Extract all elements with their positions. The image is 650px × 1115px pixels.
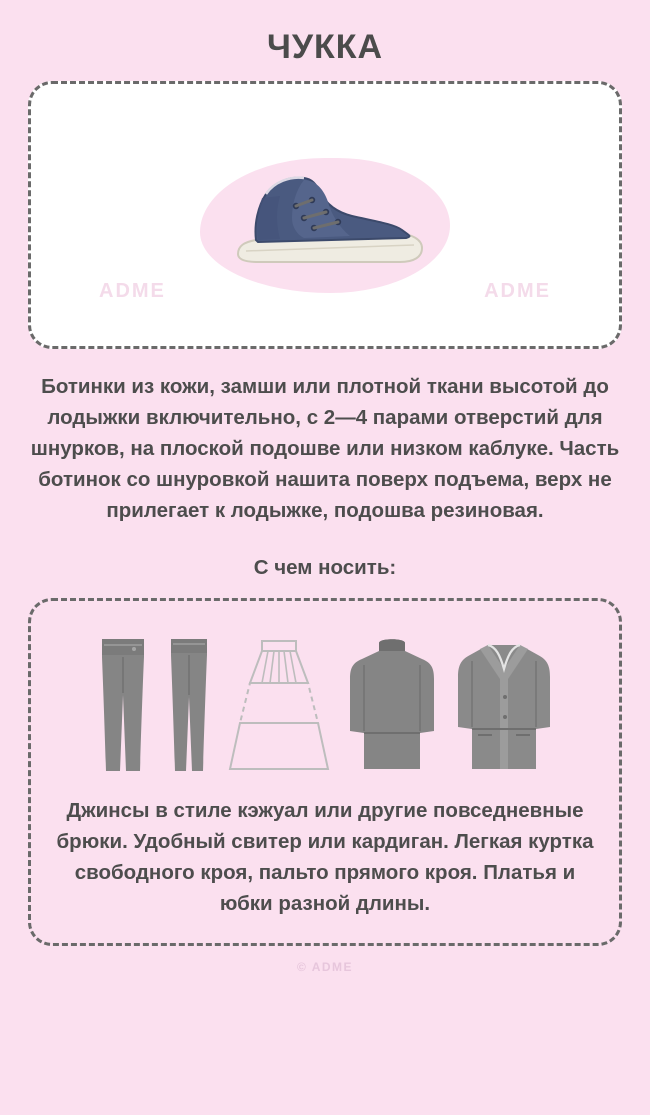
skirt-icon (226, 635, 332, 775)
chukka-boot-icon (31, 84, 619, 346)
sweater-icon (346, 635, 438, 775)
watermark-left: ADME (99, 280, 166, 302)
page-title: ЧУККА (266, 28, 384, 66)
hero-card (28, 81, 622, 349)
jacket-icon (452, 635, 556, 775)
footer-watermark: © ADME (296, 960, 354, 974)
clothing-icon-row (49, 625, 601, 775)
pairing-subheading: С чем носить: (253, 556, 397, 579)
pairing-text: Джинсы в стиле кэжуал или другие повседневные брюки. Удобный свитер или кардиган. Легкая куртка свободного кроя, пальто прямого кроя. Платья и юбки разной длины. (56, 799, 594, 915)
trousers-icon (166, 635, 212, 775)
watermark-right: ADME (484, 280, 551, 302)
pairing-card (28, 598, 622, 946)
description-text: Ботинки из кожи, замши или плотной ткани высотой до лодыжки включительно, с 2—4 парами отверстий для шнурков, на плоской подошве или низком каблуке. Часть ботинок со шнуровкой нашита поверх подъема, верх не прилегает к лодыжке, подошва резиновая. (30, 375, 620, 522)
jeans-icon (94, 635, 152, 775)
